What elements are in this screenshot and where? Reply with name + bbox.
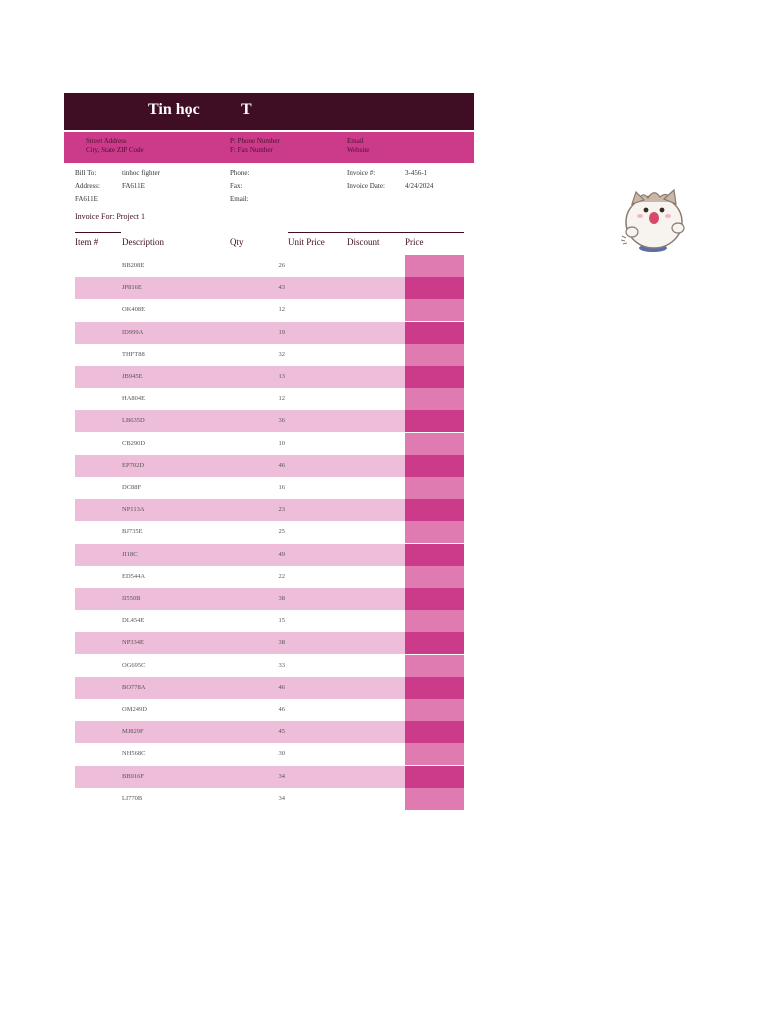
- row-description: NH568C: [122, 750, 146, 757]
- row-qty: 46: [278, 684, 285, 691]
- street-address: Street Address: [86, 137, 127, 145]
- row-qty: 25: [278, 528, 285, 535]
- row-price-cell: [405, 366, 464, 388]
- row-description: THFT88: [122, 351, 145, 358]
- row-qty: 46: [278, 462, 285, 469]
- row-qty: 38: [278, 639, 285, 646]
- column-description: Description: [122, 237, 164, 247]
- invoice-date-value: 4/24/2024: [405, 182, 434, 190]
- row-description: LI770B: [122, 795, 143, 802]
- table-row: [75, 677, 405, 699]
- table-row: [75, 277, 405, 299]
- row-description: OM249D: [122, 706, 147, 713]
- row-price-cell: [405, 655, 464, 677]
- row-qty: 13: [278, 373, 285, 380]
- table-row: [75, 588, 405, 610]
- column-qty: Qty: [230, 237, 244, 247]
- city-state-zip: City, State ZIP Code: [86, 146, 144, 154]
- bill-to-label: Bill To:: [75, 169, 97, 177]
- row-price-cell: [405, 721, 464, 743]
- rule-item: [75, 232, 121, 233]
- row-price-cell: [405, 544, 464, 566]
- table-row: [75, 299, 405, 321]
- row-qty: 23: [278, 506, 285, 513]
- email: Email: [347, 137, 364, 145]
- row-description: BJ735E: [122, 528, 143, 535]
- row-description: CB290D: [122, 440, 146, 447]
- row-description: JI18C: [122, 551, 138, 558]
- row-qty: 33: [278, 662, 285, 669]
- row-price-cell: [405, 677, 464, 699]
- row-price-cell: [405, 344, 464, 366]
- row-description: OK408E: [122, 306, 146, 313]
- row-description: OG695C: [122, 662, 146, 669]
- table-row: [75, 521, 405, 543]
- row-qty: 19: [278, 329, 285, 336]
- row-price-cell: [405, 277, 464, 299]
- row-description: BO778A: [122, 684, 146, 691]
- table-row: [75, 743, 405, 765]
- fax-number: F: Fax Number: [230, 146, 273, 154]
- row-qty: 49: [278, 551, 285, 558]
- row-qty: 15: [278, 617, 285, 624]
- phone-label: Phone:: [230, 169, 250, 177]
- row-price-cell: [405, 299, 464, 321]
- table-row: [75, 455, 405, 477]
- row-price-cell: [405, 588, 464, 610]
- table-row: [75, 610, 405, 632]
- row-description: DL454E: [122, 617, 145, 624]
- row-price-cell: [405, 255, 464, 277]
- bill-to-value: tinhoc fighter: [122, 169, 160, 177]
- row-price-cell: [405, 566, 464, 588]
- row-price-cell: [405, 521, 464, 543]
- row-description: MJ829F: [122, 728, 144, 735]
- row-description: HA804E: [122, 395, 146, 402]
- table-row: [75, 477, 405, 499]
- row-description: NP113A: [122, 506, 145, 513]
- row-qty: 32: [278, 351, 285, 358]
- row-description: LB635D: [122, 417, 145, 424]
- invoice-number-label: Invoice #:: [347, 169, 376, 177]
- invoice-date-label: Invoice Date:: [347, 182, 385, 190]
- cat-sticker-icon: [618, 180, 692, 256]
- row-description: EP702D: [122, 462, 145, 469]
- website: Website: [347, 146, 370, 154]
- table-row: [75, 322, 405, 344]
- table-row: [75, 544, 405, 566]
- table-row: [75, 566, 405, 588]
- table-row: [75, 766, 405, 788]
- row-qty: 10: [278, 440, 285, 447]
- rule-pricing: [288, 232, 464, 233]
- row-price-cell: [405, 610, 464, 632]
- row-price-cell: [405, 433, 464, 455]
- row-qty: 46: [278, 706, 285, 713]
- address-value: FA611E: [122, 182, 145, 190]
- row-description: BB208E: [122, 262, 145, 269]
- row-qty: 36: [278, 417, 285, 424]
- column-unit-price: Unit Price: [288, 237, 325, 247]
- row-price-cell: [405, 322, 464, 344]
- row-price-cell: [405, 766, 464, 788]
- column-discount: Discount: [347, 237, 380, 247]
- row-price-cell: [405, 388, 464, 410]
- row-description: JP816E: [122, 284, 142, 291]
- table-row: [75, 366, 405, 388]
- table-row: [75, 721, 405, 743]
- address-extra: FA611E: [75, 195, 98, 203]
- table-row: [75, 433, 405, 455]
- fax-label: Fax:: [230, 182, 243, 190]
- row-description: ID999A: [122, 329, 144, 336]
- row-price-cell: [405, 632, 464, 654]
- row-qty: 45: [278, 728, 285, 735]
- header-bar: [64, 93, 474, 130]
- company-initial: T: [241, 101, 252, 118]
- row-qty: 12: [278, 306, 285, 313]
- row-price-cell: [405, 499, 464, 521]
- row-description: DC88F: [122, 484, 142, 491]
- table-row: [75, 632, 405, 654]
- row-qty: 26: [278, 262, 285, 269]
- address-label: Address:: [75, 182, 100, 190]
- table-row: [75, 255, 405, 277]
- row-price-cell: [405, 410, 464, 432]
- row-description: NP334E: [122, 639, 145, 646]
- table-row: [75, 388, 405, 410]
- company-name: Tin học: [148, 101, 200, 118]
- row-price-cell: [405, 477, 464, 499]
- table-row: [75, 499, 405, 521]
- row-description: II550B: [122, 595, 141, 602]
- row-qty: 22: [278, 573, 285, 580]
- row-qty: 34: [278, 795, 285, 802]
- row-qty: 43: [278, 284, 285, 291]
- row-description: ED544A: [122, 573, 146, 580]
- table-row: [75, 344, 405, 366]
- column-price: Price: [405, 237, 424, 247]
- table-row: [75, 410, 405, 432]
- row-price-cell: [405, 743, 464, 765]
- table-row: [75, 699, 405, 721]
- invoice-number-value: 3-456-1: [405, 169, 428, 177]
- column-item: Item #: [75, 237, 99, 247]
- row-description: BB916F: [122, 773, 145, 780]
- row-qty: 38: [278, 595, 285, 602]
- phone-number: P: Phone Number: [230, 137, 280, 145]
- row-price-cell: [405, 455, 464, 477]
- table-row: [75, 655, 405, 677]
- table-row: [75, 788, 405, 810]
- row-price-cell: [405, 788, 464, 810]
- row-qty: 12: [278, 395, 285, 402]
- invoice-for: Invoice For: Project 1: [75, 212, 145, 221]
- email-label: Email:: [230, 195, 249, 203]
- row-qty: 30: [278, 750, 285, 757]
- row-price-cell: [405, 699, 464, 721]
- row-description: JB945E: [122, 373, 143, 380]
- row-qty: 34: [278, 773, 285, 780]
- row-qty: 16: [278, 484, 285, 491]
